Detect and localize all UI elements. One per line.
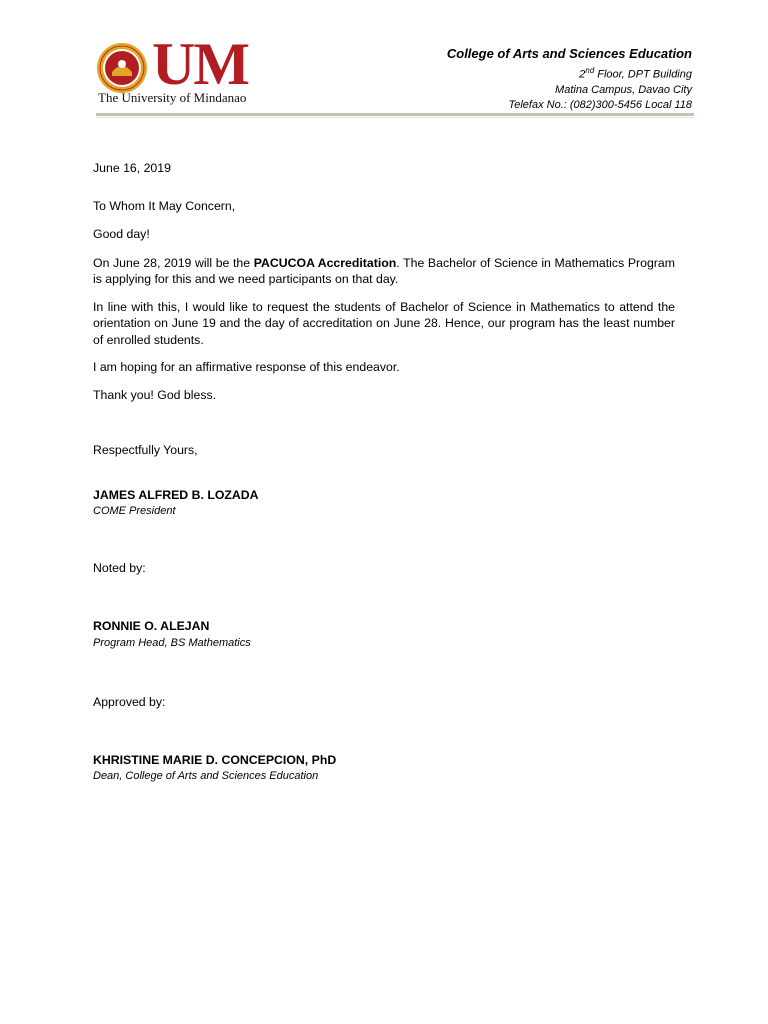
paragraph-4: Thank you! God bless. bbox=[93, 387, 217, 402]
address-campus: Matina Campus, Davao City bbox=[555, 83, 692, 96]
college-name: College of Arts and Sciences Education bbox=[446, 46, 692, 61]
signer3-name: KHRISTINE MARIE D. CONCEPCION, PhD bbox=[93, 752, 337, 767]
noted-label: Noted by: bbox=[93, 560, 146, 575]
university-seal-icon bbox=[96, 42, 148, 94]
signer3-title: Dean, College of Arts and Sciences Education bbox=[93, 770, 319, 782]
telefax: Telefax No.: (082)300-5456 Local 118 bbox=[508, 98, 692, 111]
signer1-name: JAMES ALFRED B. LOZADA bbox=[93, 487, 259, 502]
signer2-title: Program Head, BS Mathematics bbox=[93, 636, 251, 649]
college-contact bbox=[447, 46, 692, 113]
um-logo: UM bbox=[152, 31, 248, 97]
letter-body bbox=[93, 160, 675, 785]
greeting: Good day! bbox=[93, 227, 150, 241]
header-divider-thin bbox=[96, 117, 694, 118]
header-divider bbox=[96, 113, 694, 116]
signer1-title: COME President bbox=[93, 505, 176, 517]
closing: Respectfully Yours, bbox=[93, 443, 198, 457]
letter-date: June 16, 2019 bbox=[93, 161, 171, 175]
paragraph-3: I am hoping for an affirmative response of this endeavor. bbox=[93, 360, 400, 374]
salutation: To Whom It May Concern, bbox=[93, 198, 236, 213]
address-floor: 2nd Floor, DPT Building bbox=[579, 66, 692, 81]
approved-label: Approved by: bbox=[93, 695, 166, 709]
letterhead bbox=[96, 31, 694, 120]
university-name: The University of Mindanao bbox=[98, 90, 247, 105]
signer2-name: RONNIE O. ALEJAN bbox=[93, 619, 210, 633]
paragraph-1: On June 28, 2019 will be the PACUCOA Accreditation. The Bachelor of Science in Mathematics Program is applying for this and we need participants on that day. bbox=[93, 255, 675, 286]
paragraph-2: In line with this, I would like to request the students of Bachelor of Science in Mathematics to attend the orientation on June 19 and the day of accreditation on June 28. Hence, our program has the least number of enrolled students. bbox=[93, 299, 675, 347]
